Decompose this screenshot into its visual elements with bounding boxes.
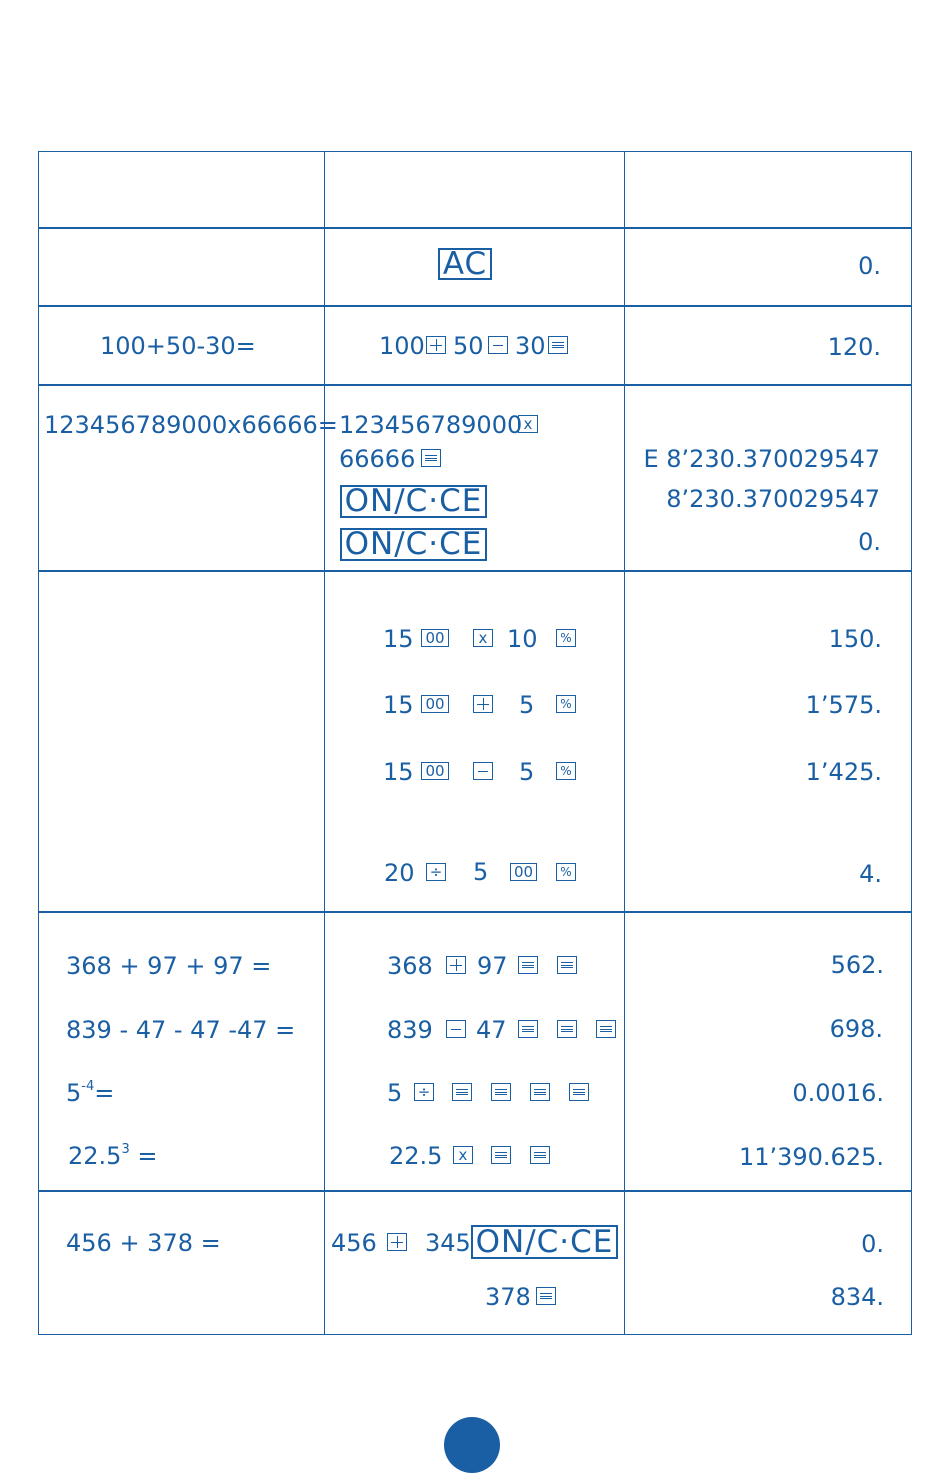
percent-key-icon [556,863,576,881]
equals-key-icon [530,1083,550,1101]
multiply-key-label: x [523,414,533,433]
constant-k1-a: 368 [387,952,433,980]
constant-ex4-base: 22.5 [68,1142,122,1170]
plus-key-icon [446,956,466,974]
overflow-result-error: E 8’230.370029547 [643,445,880,473]
equals-key-icon [557,1020,577,1038]
double-zero-key-icon [421,629,449,647]
page-marker-dot [444,1417,500,1473]
constant-ex3-equals: = [94,1079,115,1107]
percent-l1-b: 10 [507,625,538,653]
column-divider [324,152,325,1334]
constant-k2-a: 839 [387,1016,433,1044]
percent-key-icon [556,629,576,647]
percent-l4-a: 20 [384,859,415,887]
percent-l2-b: 5 [519,691,535,719]
plus-key-icon [387,1233,407,1251]
double-zero-label: 00 [425,694,445,713]
percent-l2-a: 15 [383,691,414,719]
divide-key-label: ÷ [417,1082,431,1101]
equals-key-icon [569,1083,589,1101]
constant-ex4-equals: = [129,1142,158,1170]
correction-k3: 378 [485,1283,531,1311]
on-c-ce-key-label: ON/C·CE [344,483,483,519]
on-c-ce-key [340,485,487,518]
double-zero-key-icon [421,762,449,780]
percent-key-label: % [560,631,572,645]
constant-ex1: 368 + 97 + 97 = [66,952,272,980]
overflow-result-cleared-error: 8’230.370029547 [666,485,880,513]
row-divider [39,227,911,229]
multiply-key-label: x [478,628,488,647]
equals-key-icon [548,336,568,354]
minus-key-icon [488,336,508,354]
add-n1: 100 [379,332,425,360]
on-c-ce-key [340,528,487,561]
constant-r1: 562. [830,951,884,979]
add-result: 120. [827,333,881,361]
constant-ex3-exponent: -4 [81,1079,95,1094]
equals-key-icon [536,1287,556,1305]
percent-key-icon [556,695,576,713]
percent-l3-a: 15 [383,758,414,786]
row-divider [39,384,911,386]
constant-k2-b: 47 [476,1016,507,1044]
overflow-n1: 123456789000 [339,411,523,439]
percent-l1-a: 15 [383,625,414,653]
on-c-ce-key [471,1225,618,1259]
overflow-result-zero: 0. [858,528,881,556]
row-divider [39,911,911,913]
double-zero-label: 00 [425,628,445,647]
ac-key-label: AC [442,245,488,282]
ac-key [438,245,492,282]
percent-key-label: % [560,865,572,879]
ac-result: 0. [858,252,881,280]
multiply-key-icon [473,629,493,647]
equals-key-icon [596,1020,616,1038]
constant-r2: 698. [829,1015,883,1043]
constant-k3-a: 5 [387,1079,403,1107]
constant-r4: 11’390.625. [738,1143,884,1171]
constant-k4-a: 22.5 [389,1142,443,1170]
equals-key-icon [557,956,577,974]
constant-ex3 [66,1081,114,1105]
equals-key-icon [491,1146,511,1164]
double-zero-label: 00 [513,862,534,881]
percent-r3: 1’425. [805,758,882,786]
equals-key-icon [491,1083,511,1101]
double-zero-label: 00 [425,761,445,780]
divide-key-label: ÷ [429,862,443,881]
double-zero-key-icon [510,863,537,881]
plus-key-icon [426,336,446,354]
correction-r2: 834. [830,1283,884,1311]
on-c-ce-key-label: ON/C·CE [344,526,483,562]
correction-example: 456 + 378 = [66,1229,221,1257]
equals-key-icon [452,1083,472,1101]
add-n3: 30 [515,332,546,360]
constant-ex4 [68,1144,157,1168]
equals-key-icon [518,956,538,974]
percent-r2: 1’575. [805,691,882,719]
percent-l3-b: 5 [519,758,535,786]
percent-l4-b: 5 [473,858,489,886]
add-n2: 50 [453,332,484,360]
plus-key-icon [473,695,493,713]
percent-r4: 4. [859,860,882,888]
on-c-ce-key-label: ON/C·CE [475,1223,614,1260]
overflow-n2: 66666 [339,445,416,473]
constant-ex3-base: 5 [66,1079,82,1107]
equals-key-icon [421,449,441,467]
add-example: 100+50-30= [100,332,256,360]
constant-k1-b: 97 [477,952,508,980]
double-zero-key-icon [421,695,449,713]
divide-key-icon [426,863,446,881]
percent-key-label: % [560,697,572,711]
percent-key-icon [556,762,576,780]
multiply-key-icon [518,415,538,433]
row-divider [39,1190,911,1192]
divide-key-icon [414,1083,434,1101]
percent-key-label: % [560,764,572,778]
multiply-key-label: x [458,1145,468,1164]
minus-key-icon [446,1020,466,1038]
multiply-key-icon [453,1146,473,1164]
constant-ex4-exponent: 3 [121,1142,130,1157]
row-divider [39,570,911,572]
equals-key-icon [530,1146,550,1164]
correction-k1: 456 [331,1229,377,1257]
row-divider [39,305,911,307]
equals-key-icon [518,1020,538,1038]
correction-r1: 0. [861,1230,884,1258]
overflow-example: 123456789000x66666= [44,411,338,439]
column-divider [624,152,625,1334]
constant-ex2: 839 - 47 - 47 -47 = [66,1016,296,1044]
constant-r3: 0.0016. [792,1079,884,1107]
percent-r1: 150. [828,625,882,653]
correction-k2: 345 [425,1229,471,1257]
minus-key-icon [473,762,493,780]
